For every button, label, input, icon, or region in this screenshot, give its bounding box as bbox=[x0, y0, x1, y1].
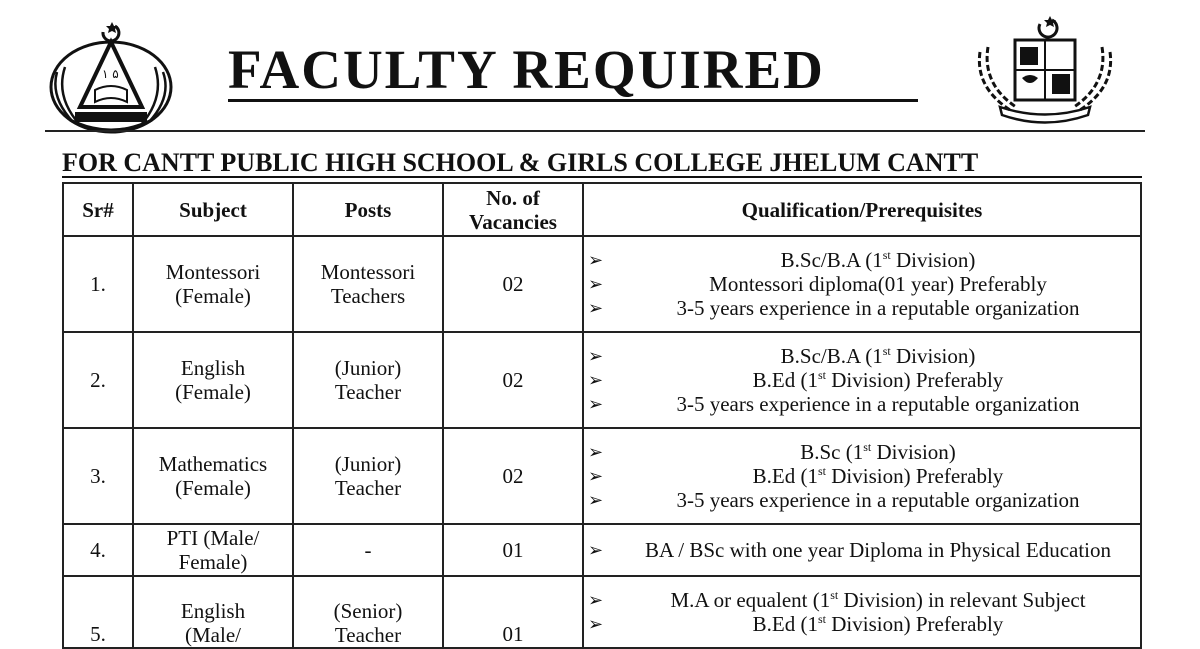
posts-line: (Junior) bbox=[334, 356, 402, 380]
qualification-text: B.Sc (1 bbox=[800, 440, 864, 464]
arrowhead-bullet-icon: ➢ bbox=[588, 540, 604, 560]
qualification-item bbox=[588, 538, 1136, 562]
ordinal-suffix: st bbox=[818, 612, 827, 626]
arrowhead-bullet-icon: ➢ bbox=[588, 274, 604, 294]
qualification-item bbox=[588, 464, 1136, 488]
qualification-item bbox=[588, 368, 1136, 392]
svg-text:۱ ۵: ۱ ۵ bbox=[102, 67, 119, 81]
qualification-text: Division) Preferably bbox=[826, 612, 1004, 636]
table-header-row bbox=[63, 183, 1141, 236]
header-sr: Sr# bbox=[63, 183, 133, 236]
qualification-item bbox=[588, 488, 1136, 512]
header-qualification: Qualification/Prerequisites bbox=[583, 183, 1141, 236]
ordinal-suffix: st bbox=[818, 464, 827, 478]
table-row bbox=[63, 576, 1141, 648]
table-row bbox=[63, 332, 1141, 428]
state-emblem-logo bbox=[970, 12, 1120, 127]
subject-line: Montessori bbox=[165, 260, 261, 284]
row-posts bbox=[293, 332, 443, 428]
qualification-text: Division) in relevant Subject bbox=[838, 588, 1086, 612]
qualification-text: Division) bbox=[890, 248, 976, 272]
qualification-text: 3-5 years experience in a reputable organization bbox=[676, 488, 1080, 512]
row-qualifications bbox=[583, 576, 1141, 648]
qualification-text: Division) Preferably bbox=[826, 464, 1004, 488]
row-sr: 1. bbox=[63, 236, 133, 332]
arrowhead-bullet-icon: ➢ bbox=[588, 490, 604, 510]
qualification-item bbox=[588, 392, 1136, 416]
subject-line: English bbox=[180, 599, 246, 623]
arrowhead-bullet-icon: ➢ bbox=[588, 298, 604, 318]
page-title: FACULTY REQUIRED bbox=[228, 42, 918, 102]
state-emblem-icon bbox=[970, 12, 1120, 127]
row-qualifications bbox=[583, 524, 1141, 576]
row-qualifications bbox=[583, 236, 1141, 332]
header-posts: Posts bbox=[293, 183, 443, 236]
qualification-item bbox=[588, 612, 1136, 636]
qualification-item bbox=[588, 296, 1136, 320]
qualification-item bbox=[588, 272, 1136, 296]
row-vacancies: 02 bbox=[443, 236, 583, 332]
row-subject bbox=[133, 236, 293, 332]
ordinal-suffix: st bbox=[863, 440, 872, 454]
row-subject bbox=[133, 428, 293, 524]
row-vacancies: 02 bbox=[443, 428, 583, 524]
posts-line: Teacher bbox=[334, 476, 402, 500]
school-crest-icon bbox=[45, 12, 180, 137]
posts-line: (Senior) bbox=[333, 599, 403, 623]
table-row bbox=[63, 428, 1141, 524]
posts-line: Montessori bbox=[320, 260, 416, 284]
subject-line: English bbox=[180, 356, 246, 380]
arrowhead-bullet-icon: ➢ bbox=[588, 590, 604, 610]
subject-line: PTI (Male/ bbox=[166, 526, 260, 550]
row-sr: 2. bbox=[63, 332, 133, 428]
subject-line: (Female) bbox=[175, 476, 251, 500]
arrowhead-bullet-icon: ➢ bbox=[588, 250, 604, 270]
school-name-heading: FOR CANTT PUBLIC HIGH SCHOOL & GIRLS COLLEGE JHELUM CANTT bbox=[62, 148, 979, 177]
row-sr: 3. bbox=[63, 428, 133, 524]
arrowhead-bullet-icon: ➢ bbox=[588, 394, 604, 414]
qualification-text: B.Ed (1 bbox=[752, 612, 818, 636]
qualification-item bbox=[588, 344, 1136, 368]
row-vacancies bbox=[443, 576, 583, 648]
qualification-item bbox=[588, 588, 1136, 612]
row-vacancies: 02 bbox=[443, 332, 583, 428]
posts-line: Teacher bbox=[334, 623, 402, 647]
qualification-text: M.A or equalent (1 bbox=[670, 588, 831, 612]
row-sr-text: 5. bbox=[90, 622, 106, 646]
ordinal-suffix: st bbox=[882, 344, 891, 358]
subject-line: (Female) bbox=[175, 380, 251, 404]
table-row bbox=[63, 524, 1141, 576]
ordinal-suffix: st bbox=[830, 588, 839, 602]
qualification-text: Division) Preferably bbox=[826, 368, 1004, 392]
qualification-item bbox=[588, 248, 1136, 272]
subject-line: Female) bbox=[178, 550, 248, 574]
row-vacancies: 01 bbox=[443, 524, 583, 576]
qualification-text: Division) bbox=[871, 440, 956, 464]
posts-line: Teachers bbox=[330, 284, 406, 308]
subtitle-underline bbox=[62, 176, 1142, 178]
qualification-text: B.Ed (1 bbox=[752, 464, 818, 488]
qualification-text: B.Ed (1 bbox=[752, 368, 818, 392]
row-qualifications bbox=[583, 428, 1141, 524]
qualification-text: 3-5 years experience in a reputable organization bbox=[676, 392, 1080, 416]
qualification-text: 3-5 years experience in a reputable organization bbox=[676, 296, 1080, 320]
row-posts: - bbox=[293, 524, 443, 576]
ordinal-suffix: st bbox=[882, 248, 891, 262]
table-row bbox=[63, 236, 1141, 332]
qualification-text: B.Sc/B.A (1 bbox=[780, 248, 883, 272]
header-subject: Subject bbox=[133, 183, 293, 236]
qualification-item bbox=[588, 440, 1136, 464]
row-sr bbox=[63, 576, 133, 648]
qualification-text: Division) bbox=[890, 344, 976, 368]
row-vacancies-text: 01 bbox=[502, 622, 524, 646]
posts-line: (Junior) bbox=[334, 452, 402, 476]
vacancies-table bbox=[62, 182, 1142, 649]
subject-line: Mathematics bbox=[158, 452, 268, 476]
qualification-text: B.Sc/B.A (1 bbox=[780, 344, 883, 368]
ordinal-suffix: st bbox=[818, 368, 827, 382]
header-vacancies-line1: No. of bbox=[486, 185, 540, 210]
qualification-text: BA / BSc with one year Diploma in Physical Education bbox=[644, 538, 1112, 562]
row-subject bbox=[133, 576, 293, 648]
arrowhead-bullet-icon: ➢ bbox=[588, 442, 604, 462]
row-posts bbox=[293, 236, 443, 332]
row-posts bbox=[293, 428, 443, 524]
posts-line: Teacher bbox=[334, 380, 402, 404]
arrowhead-bullet-icon: ➢ bbox=[588, 346, 604, 366]
row-qualifications bbox=[583, 332, 1141, 428]
arrowhead-bullet-icon: ➢ bbox=[588, 614, 604, 634]
row-subject bbox=[133, 524, 293, 576]
row-subject bbox=[133, 332, 293, 428]
arrowhead-bullet-icon: ➢ bbox=[588, 370, 604, 390]
qualification-text: Montessori diploma(01 year) Preferably bbox=[709, 272, 1047, 296]
school-crest-logo bbox=[45, 12, 180, 137]
header-vacancies-line2: Vacancies bbox=[469, 209, 557, 234]
row-posts bbox=[293, 576, 443, 648]
arrowhead-bullet-icon: ➢ bbox=[588, 466, 604, 486]
header-divider bbox=[45, 130, 1145, 132]
subject-line: (Female) bbox=[175, 284, 251, 308]
subject-line: (Male/ bbox=[185, 623, 241, 647]
header-vacancies bbox=[443, 183, 583, 236]
row-sr: 4. bbox=[63, 524, 133, 576]
